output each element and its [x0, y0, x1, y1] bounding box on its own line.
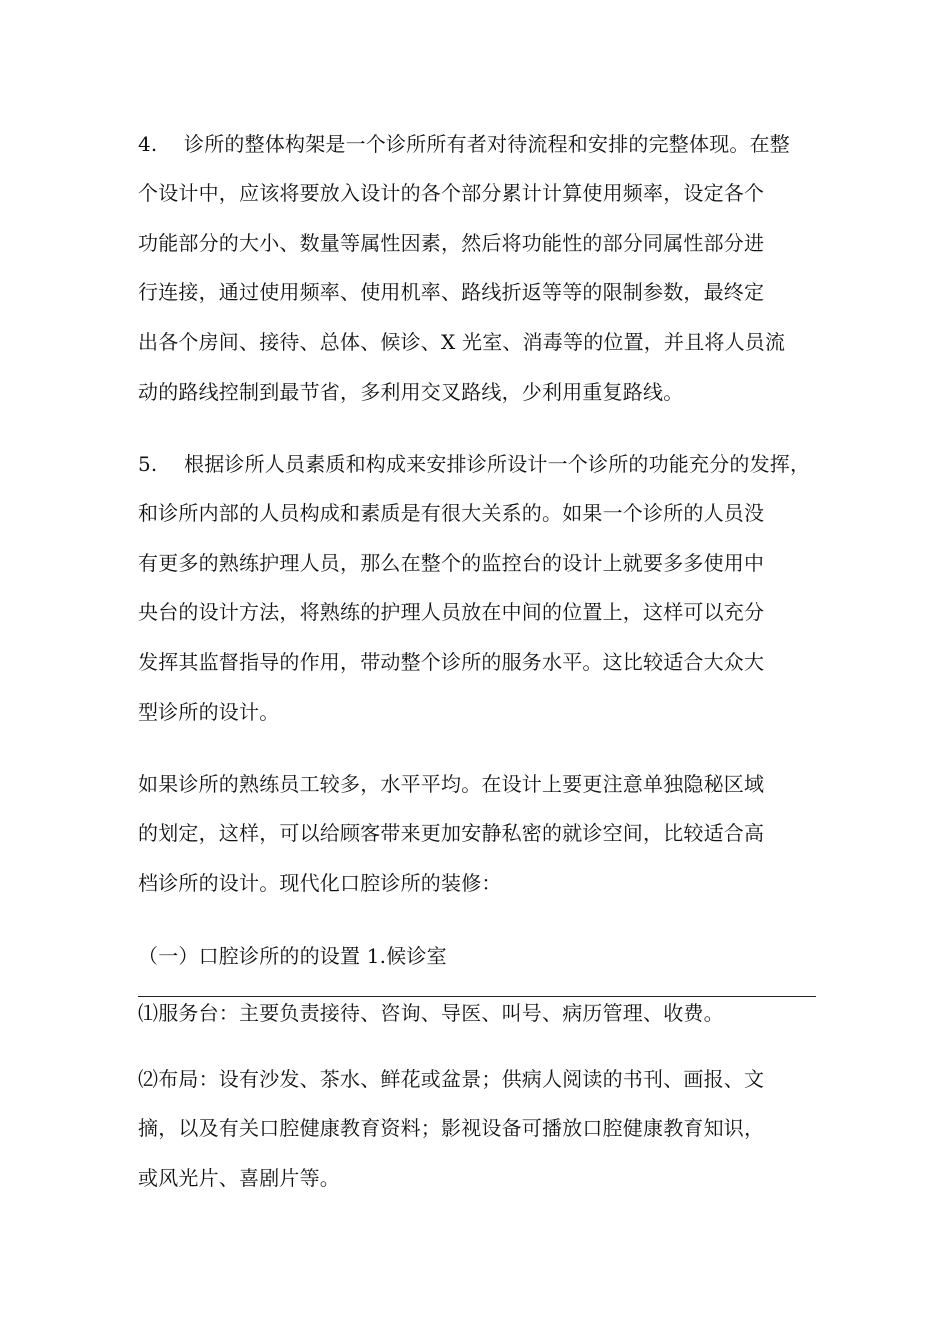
- paragraph-5-line-4: 央台的设计方法，将熟练的护理人员放在中间的位置上，这样可以充分: [138, 600, 765, 624]
- paragraph-5-line-1: 5. 根据诊所人员素质和构成来安排诊所设计一个诊所的功能充分的发挥，: [138, 452, 811, 476]
- horizontal-rule: [138, 996, 816, 997]
- paragraph-4-line-6: 动的路线控制到最节省，多利用交叉路线，少利用重复路线。: [138, 380, 684, 404]
- paragraph-5-line-6: 型诊所的设计。: [138, 700, 280, 724]
- paragraph-4-line-2: 个设计中，应该将要放入设计的各个部分累计计算使用频率，设定各个: [138, 181, 765, 205]
- paragraph-5-number: 5.: [138, 452, 158, 476]
- paragraph-5-line-2: 和诊所内部的人员构成和素质是有很大关系的。如果一个诊所的人员没: [138, 501, 765, 525]
- paragraph-5-line-3: 有更多的熟练护理人员，那么在整个的监控台的设计上就要多多使用中: [138, 551, 765, 575]
- paragraph-5-line-5: 发挥其监督指导的作用，带动整个诊所的服务水平。这比较适合大众大: [138, 650, 765, 674]
- paragraph-6-line-3: 档诊所的设计。现代化口腔诊所的装修：: [138, 871, 502, 895]
- paragraph-6-line-2: 的划定，这样，可以给顾客带来更加安静私密的就诊空间，比较适合高: [138, 821, 765, 845]
- paragraph-4-number: 4.: [138, 132, 158, 156]
- item-2-line-3: 或风光片、喜剧片等。: [138, 1166, 340, 1190]
- paragraph-4-line-5: 出各个房间、接待、总体、候诊、X 光室、消毒等的位置，并且将人员流: [138, 330, 786, 354]
- paragraph-6-line-1: 如果诊所的熟练员工较多，水平平均。在设计上要更注意单独隐秘区域: [138, 772, 765, 796]
- section-heading: （一）口腔诊所的的设置 1.候诊室: [138, 944, 447, 968]
- item-2-line-1: ⑵布局：设有沙发、茶水、鲜花或盆景；供病人阅读的书刊、画报、文: [138, 1067, 765, 1091]
- paragraph-4-line-4: 行连接，通过使用频率、使用机率、路线折返等等的限制参数，最终定: [138, 280, 765, 304]
- item-2-line-2: 摘，以及有关口腔健康教育资料；影视设备可播放口腔健康教育知识，: [138, 1116, 765, 1140]
- item-1-line-1: ⑴服务台：主要负责接待、咨询、导医、叫号、病历管理、收费。: [138, 1001, 724, 1025]
- paragraph-4-line-3: 功能部分的大小、数量等属性因素，然后将功能性的部分同属性部分进: [138, 231, 765, 255]
- paragraph-4-line-1: 4. 诊所的整体构架是一个诊所所有者对待流程和安排的完整体现。在整: [138, 132, 790, 156]
